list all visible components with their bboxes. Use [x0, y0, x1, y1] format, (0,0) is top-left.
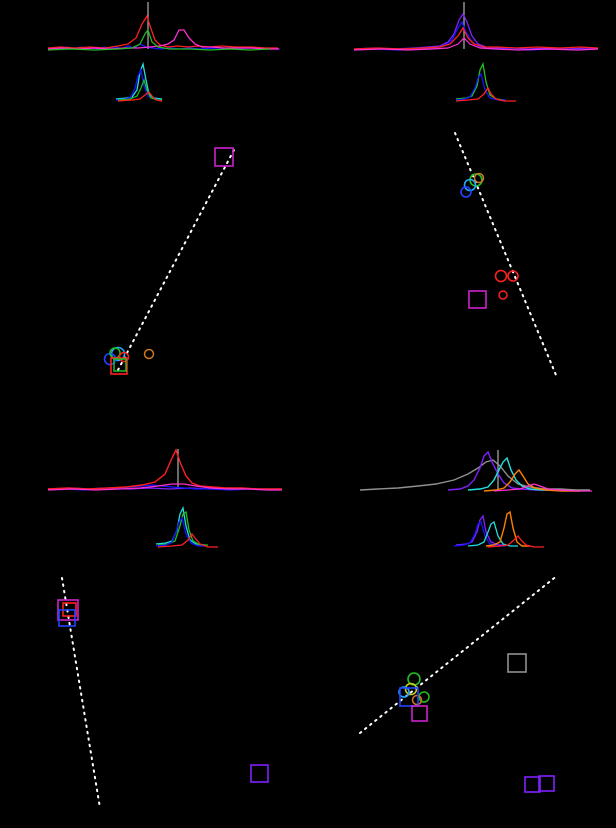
dotted-trend-line	[62, 578, 100, 808]
trace-orange-lower	[486, 512, 530, 546]
panel-bottom-left-canvas	[0, 414, 308, 828]
panel-bottom-right-canvas	[308, 414, 616, 828]
marker-square-magenta	[469, 291, 486, 308]
scatter-map-bottom-right	[360, 575, 558, 792]
scatter-map-bottom-left	[58, 578, 268, 808]
dotted-trend-line	[455, 133, 556, 375]
panel-bottom-right	[308, 414, 616, 828]
spectra-group-top-left-lower	[116, 64, 162, 101]
spectra-group-bottom-right-lower	[454, 512, 544, 547]
spectra-group-bottom-left-lower	[156, 508, 218, 547]
spectra-group-top-left	[48, 2, 280, 50]
panel-top-left	[0, 0, 308, 414]
marker-square-purple-1	[525, 777, 540, 792]
spectra-group-bottom-left	[48, 449, 282, 490]
marker-circle-red-3	[499, 291, 507, 299]
trace-blue-lower	[116, 70, 161, 100]
panel-top-left-canvas	[0, 0, 308, 414]
marker-square-magenta	[412, 706, 427, 721]
trace-cyan-lower	[116, 64, 162, 99]
marker-circle-red-1	[496, 271, 507, 282]
panel-top-right-canvas	[308, 0, 616, 414]
marker-square-gray	[508, 654, 526, 672]
scatter-map-top-right	[455, 133, 556, 375]
spectra-group-top-right	[354, 2, 598, 50]
trace-purple-lower	[456, 516, 506, 545]
spectra-group-top-right-lower	[456, 64, 516, 101]
spectra-group-bottom-right	[360, 450, 592, 491]
scatter-map-top-left	[105, 148, 236, 374]
dotted-trend-line	[360, 575, 558, 733]
panel-top-right	[308, 0, 616, 414]
marker-square-purple	[251, 765, 268, 782]
marker-circle-brown	[145, 350, 154, 359]
marker-square-purple-2	[539, 776, 554, 791]
trace-green-lower	[456, 64, 505, 100]
dotted-trend-line	[118, 148, 235, 370]
trace-green-lower	[158, 512, 208, 545]
marker-square-blue	[59, 610, 75, 626]
panel-bottom-left	[0, 414, 308, 828]
trace-red	[48, 450, 282, 489]
trace-red	[48, 16, 278, 48]
trace-gray	[360, 460, 590, 490]
trace-green-lower	[118, 80, 162, 100]
